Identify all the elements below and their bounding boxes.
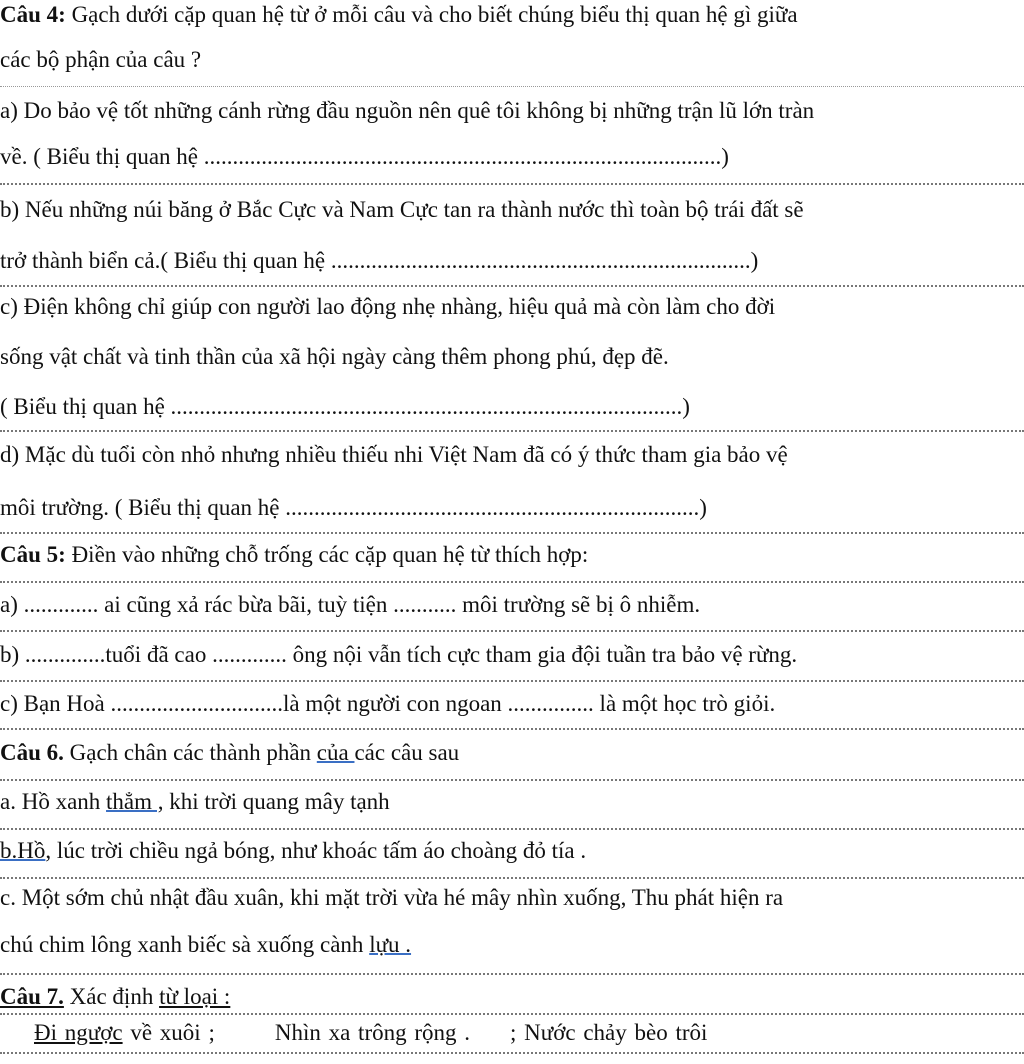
- q7-item-3: ; Nước chảy bèo trôi: [510, 1020, 708, 1045]
- q5-c-line: c) Bạn Hoà ..............................là một người con ngoan ............... là một học trò giỏi.: [0, 691, 776, 716]
- q5-prompt-line: [0, 540, 1024, 570]
- q6-prompt-post: các câu sau: [354, 740, 460, 765]
- divider: [0, 680, 1024, 682]
- q6-b-line: [0, 836, 1024, 866]
- q4-c-line-1: c) Điện không chỉ giúp con người lao động nhẹ nhàng, hiệu quả mà còn làm cho đời: [0, 294, 776, 319]
- q6-c-line-1: c. Một sớm chủ nhật đầu xuân, khi mặt trời vừa hé mây nhìn xuống, Thu phát hiện ra: [0, 885, 784, 910]
- divider: [0, 630, 1024, 632]
- q7-item-2: Nhìn xa trông rộng .: [274, 1020, 471, 1045]
- q4-c-line-3: ( Biểu thị quan hệ .........................................................................................): [0, 394, 690, 419]
- divider: [0, 877, 1024, 879]
- q4-d-line-1: d) Mặc dù tuổi còn nhỏ nhưng nhiều thiếu nhi Việt Nam đã có ý thức tham gia bảo vệ: [0, 442, 788, 467]
- q7-label: Câu 7.: [0, 984, 64, 1009]
- q5-a-line: a) ............. ai cũng xả rác bừa bãi, tuỳ tiện ........... môi trường sẽ bị ô nhiễm.: [0, 592, 701, 617]
- divider: [0, 430, 1024, 432]
- q6-prompt-line: [0, 738, 1024, 768]
- divider: [0, 1052, 1024, 1054]
- q4-prompt-line-2: các bộ phận của câu ?: [0, 47, 202, 72]
- q7-item-1b: về xuôi ;: [122, 1020, 215, 1045]
- q7-items-line: [0, 1018, 1024, 1048]
- q6-c-underlined: lựu .: [369, 932, 412, 957]
- q6-a-pre: a. Hồ xanh: [0, 789, 107, 814]
- q6-c-line-2: [0, 930, 1024, 960]
- divider: [0, 581, 1024, 583]
- q6-b-underlined: b.Hồ: [0, 838, 46, 863]
- q5-label: Câu 5:: [0, 542, 66, 567]
- divider: [0, 779, 1024, 781]
- q5-prompt: Điền vào những chỗ trống các cặp quan hệ từ thích hợp:: [65, 542, 589, 567]
- q4-a-line-2: về. ( Biểu thị quan hệ ..........................................................................................): [0, 144, 729, 169]
- q6-label: Câu 6.: [0, 740, 64, 765]
- q6-c-pre: chú chim lông xanh biếc sà xuống cành: [0, 932, 370, 957]
- q4-a-line-1: a) Do bảo vệ tốt những cánh rừng đầu nguồn nên quê tôi không bị những trận lũ lớn tràn: [0, 98, 815, 123]
- divider: [0, 532, 1024, 534]
- q6-a-line: [0, 787, 1024, 817]
- divider: [0, 1013, 1024, 1015]
- q7-prompt-underlined: từ loại :: [159, 984, 231, 1009]
- q4-c-line-2: sống vật chất và tinh thần của xã hội ngày càng thêm phong phú, đẹp đẽ.: [0, 344, 669, 369]
- q6-a-post: khi trời quang mây tạnh: [163, 789, 390, 814]
- divider: [0, 285, 1024, 287]
- q7-prompt-line: [0, 982, 1024, 1012]
- q4-b-line-1: b) Nếu những núi băng ở Bắc Cực và Nam Cực tan ra thành nước thì toàn bộ trái đất sẽ: [0, 197, 804, 222]
- q4-b-line-2: trở thành biển cả.( Biểu thị quan hệ .........................................................................): [0, 248, 759, 273]
- q5-b-line: b) ..............tuổi đã cao ............. ông nội vẫn tích cực tham gia đội tuần tra bảo vệ rừng.: [0, 642, 798, 667]
- q6-b-post: , lúc trời chiều ngả bóng, như khoác tấm áo choàng đỏ tía .: [45, 838, 587, 863]
- q7-item-1: Đi ngược: [34, 1020, 123, 1045]
- q6-a-underlined: thẳm ,: [106, 789, 164, 814]
- q6-prompt-pre: Gạch chân các thành phần: [63, 740, 317, 765]
- divider: [0, 828, 1024, 830]
- q6-prompt-underlined: của: [316, 740, 355, 765]
- q4-prompt-line-1: [0, 0, 1024, 30]
- divider: [0, 728, 1024, 730]
- q4-prompt-1: Gạch dưới cặp quan hệ từ ở mỗi câu và cho biết chúng biểu thị quan hệ gì giữa: [65, 2, 798, 27]
- q4-label: Câu 4:: [0, 2, 66, 27]
- q4-d-line-2: môi trường. ( Biểu thị quan hệ ........................................................................): [0, 495, 707, 520]
- divider: [0, 183, 1024, 185]
- q7-prompt-pre: Xác định: [63, 984, 160, 1009]
- divider: [0, 973, 1024, 975]
- divider: [0, 86, 1024, 87]
